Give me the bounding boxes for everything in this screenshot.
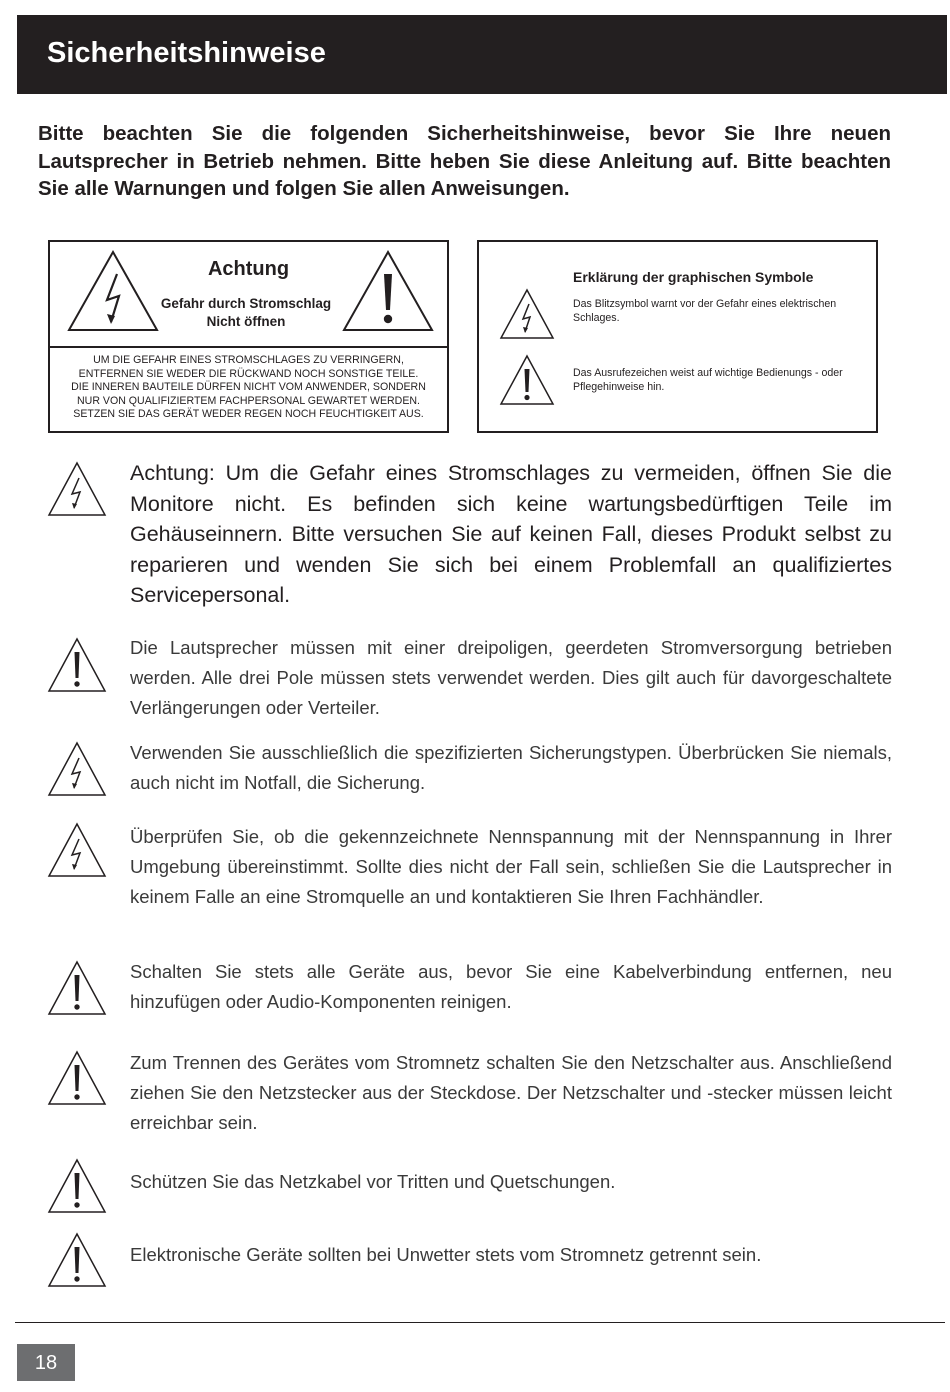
page-number-badge (17, 1344, 75, 1381)
footer-divider (15, 1322, 945, 1323)
safety-item-text: Zum Trennen des Gerätes vom Stromnetz schalten Sie den Netzschalter aus. Anschließend ziehen Sie den Netzstecker aus der Steckdose. Der Netzschalter und -stecker müssen leicht erreichbar sein. (130, 1052, 892, 1133)
safety-item-text: Elektronische Geräte sollten bei Unwetter stets vom Stromnetz getrennt sein. (130, 1244, 762, 1265)
exclamation-icon (499, 354, 555, 406)
lightning-icon (47, 822, 107, 878)
lightning-icon (47, 461, 107, 517)
lightning-icon (499, 288, 555, 340)
safety-item-text: Schützen Sie das Netzkabel vor Tritten und Quetschungen. (130, 1171, 616, 1192)
intro-paragraph: Bitte beachten Sie die folgenden Sicherheitshinweise, bevor Sie Ihre neuen Lautsprecher in Betrieb nehmen. Bitte heben Sie diese Anleitung auf. Bitte beachten Sie alle Warnungen und folgen Sie allen Anweisungen. (38, 122, 891, 200)
lightning-explanation: Das Blitzsymbol warnt vor der Gefahr eines elektrischen Schlages. (573, 298, 837, 324)
exclamation-explanation: Das Ausrufezeichen weist auf wichtige Bedienungs - oder Pflegehinweise hin. (573, 367, 843, 393)
safety-item-text: Die Lautsprecher müssen mit einer dreipoligen, geerdeten Stromversorgung betrieben werden. Alle drei Pole müssen stets verwendet werden. Dies gilt auch für davorgeschaltete Verlängerungen oder Verteiler. (130, 637, 892, 718)
exclamation-icon (47, 960, 107, 1016)
header-bar (17, 15, 947, 94)
warning-line: ENTFERNEN SIE WEDER DIE RÜCKWAND NOCH SONSTIGE TEILE. (78, 367, 419, 380)
achtung-box-header (50, 242, 447, 348)
achtung-box (48, 240, 449, 433)
achtung-subtitle-line1: Gefahr durch Stromschlag (160, 296, 332, 311)
warning-line: UM DIE GEFAHR EINES STROMSCHLAGES ZU VERRINGERN, (93, 354, 404, 366)
exclamation-icon (47, 1050, 107, 1106)
exclamation-icon (47, 637, 107, 693)
symbols-box (477, 240, 878, 433)
safety-item-text: Achtung: Um die Gefahr eines Stromschlages zu vermeiden, öffnen Sie die Monitore nicht. Es befinden sich keine wartungsbedürftigen Teile im Gehäuseinnern. Bitte versuchen Sie auf keinen Fall, dieses Produkt selbst zu reparieren und wenden Sie sich bei einem Problemfall an qualifiziertes Servicepersonal. (130, 461, 892, 607)
achtung-warning-text (50, 354, 447, 422)
warning-line: NUR VON QUALIFIZIERTEM FACHPERSONAL GEWARTET WERDEN. (77, 394, 420, 407)
symbols-title: Erklärung der graphischen Symbole (573, 269, 814, 285)
lightning-icon (47, 741, 107, 797)
exclamation-warning-icon (340, 248, 436, 334)
safety-item-text: Überprüfen Sie, ob die gekennzeichnete Nennspannung mit der Nennspannung in Ihrer Umgebung übereinstimmt. Sollte dies nicht der Fall sein, schließen Sie die Lautsprecher in keinem Falle an eine Stromquelle an und kontaktieren Sie Ihren Fachhändler. (130, 826, 892, 907)
safety-item-text: Schalten Sie stets alle Geräte aus, bevor Sie eine Kabelverbindung entfernen, neu hinzufügen oder Audio-Komponenten reinigen. (130, 961, 892, 1012)
exclamation-icon (47, 1232, 107, 1288)
safety-item-text: Verwenden Sie ausschließlich die spezifizierten Sicherungstypen. Überbrücken Sie niemals, auch nicht im Notfall, die Sicherung. (130, 742, 892, 793)
achtung-title: Achtung (207, 258, 290, 280)
warning-line: DIE INNEREN BAUTEILE DÜRFEN NICHT VOM ANWENDER, SONDERN (71, 381, 426, 394)
achtung-subtitle-line2: Nicht öffnen (206, 314, 286, 329)
warning-line: SETZEN SIE DAS GERÄT WEDER REGEN NOCH FEUCHTIGKEIT AUS. (73, 408, 424, 421)
page-title: Sicherheitshinweise (47, 37, 326, 69)
exclamation-icon (47, 1158, 107, 1214)
page-number: 18 (34, 1352, 58, 1374)
